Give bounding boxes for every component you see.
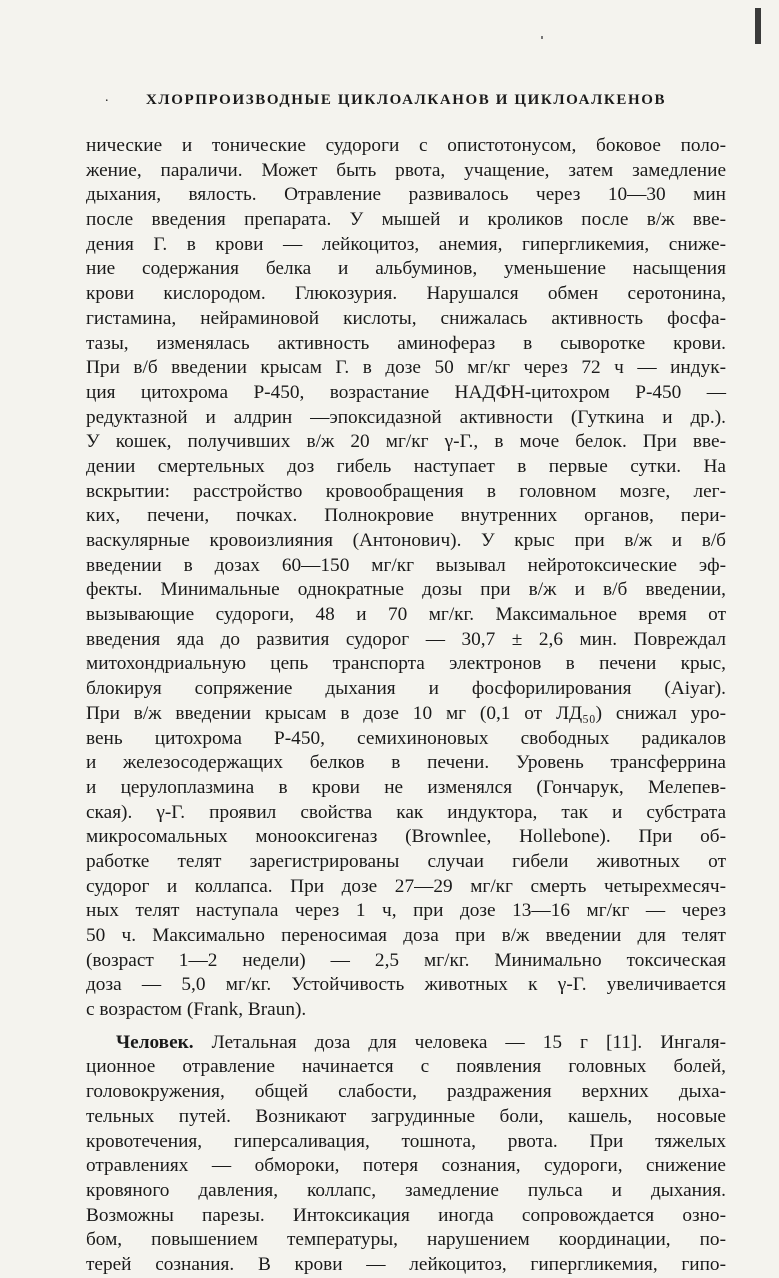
text-line: редуктазной и алдрин —эпоксидазной активности (Гуткина и др.). — [86, 406, 726, 428]
text-line: вызывающие судороги, 48 и 70 мг/кг. Максимальное время от — [86, 604, 726, 626]
text-line: терей сознания. В крови — лейкоцитоз, гипергликемия, гипо- — [86, 1253, 726, 1275]
text-line: нические и тонические судороги с опистотонусом, боковое поло- — [86, 135, 726, 156]
text-line: доза — 5,0 мг/кг. Устойчивость животных к γ-Г. увеличивается — [86, 974, 726, 996]
text-line: головокружения, общей слабости, раздражения верхних дыха- — [86, 1081, 726, 1103]
page-body — [86, 134, 726, 1278]
text-line: дыхания, вялость. Отравление развивалось через 10—30 мин — [86, 184, 726, 206]
section-label: Человек. — [116, 1031, 194, 1053]
text-line: васкулярные кровоизлияния (Антонович). У крыс при в/ж и в/б — [86, 530, 726, 551]
text-line: ние содержания белка и альбуминов, уменьшение насыщения — [86, 258, 726, 280]
text-line: вскрытии: расстройство кровообращения в головном мозге, лег- — [86, 480, 726, 502]
text-line: крови кислородом. Глюкозурия. Нарушался обмен серотонина, — [86, 283, 726, 305]
text-line: ская). γ-Г. проявил свойства как индуктора, так и субстрата — [86, 801, 726, 823]
text-line: ных телят наступала через 1 ч, при дозе 13—16 мг/кг — через — [86, 900, 726, 922]
text-line: 50 ч. Максимально переносимая доза при в/ж введении для телят — [86, 925, 726, 946]
text-line: вень цитохрома Р-450, семихиноновых свободных радикалов — [86, 727, 726, 749]
text-line: блокируя сопряжение дыхания и фосфорилирования (Aiyar). — [86, 678, 726, 700]
text-line: Возможны парезы. Интоксикация иногда сопровождается озно- — [86, 1204, 726, 1226]
text-line: При в/б введении крысам Г. в дозе 50 мг/кг через 72 ч — индук- — [86, 357, 726, 379]
text-line: (возраст 1—2 недели) — 2,5 мг/кг. Минимально токсическая — [86, 949, 726, 971]
text-line: ционное отравление начинается с появления головных болей, — [86, 1056, 726, 1078]
text-line: и церулоплазмина в крови не изменялся (Гончарук, Мелепев- — [86, 776, 726, 798]
text-line: У кошек, получивших в/ж 20 мг/кг γ-Г., в моче белок. При вве- — [86, 431, 726, 453]
paragraph-animals — [86, 134, 726, 1023]
text-line: дении смертельных доз гибель наступает в первые сутки. На — [86, 455, 726, 477]
text-line: ких, печени, почках. Полнокровие внутренних органов, пери- — [86, 505, 726, 527]
section-first-line: Летальная доза для человека — 15 г [11]. Ингаля- — [211, 1031, 726, 1053]
text-line: введении в дозах 60—150 мг/кг вызывал нейротоксические эф- — [86, 554, 726, 576]
text-line: тельных путей. Возникают загрудинные боли, кашель, носовые — [86, 1105, 726, 1127]
text-line: отравлениях — обмороки, потеря сознания, судороги, снижение — [86, 1155, 726, 1177]
running-head: ХЛОРПРОИЗВОДНЫЕ ЦИКЛОАЛКАНОВ И ЦИКЛОАЛКЕНОВ — [146, 92, 667, 108]
text-line: кровотечения, гиперсаливация, тошнота, рвота. При тяжелых — [86, 1130, 726, 1152]
text-line — [86, 1031, 726, 1056]
text-line: дения Г. в крови — лейкоцитоз, анемия, гипергликемия, сниже- — [86, 233, 726, 255]
text-line: митохондриальную цепь транспорта электронов в печени крыс, — [86, 653, 726, 675]
text-line: работке телят зарегистрированы случаи гибели животных от — [86, 850, 726, 872]
text-line: тазы, изменялась активность аминофераз в сыворотке крови. — [86, 332, 726, 354]
text-line: и железосодержащих белков в печени. Уровень трансферрина — [86, 752, 726, 774]
text-line: после введения препарата. У мышей и кроликов после в/ж вве- — [86, 209, 726, 231]
text-line: микросомальных монооксигеназ (Brownlee, Hollebone). При об- — [86, 826, 726, 848]
text-line: бом, повышением температуры, нарушением координации, по- — [86, 1229, 726, 1251]
text-line: введения яда до развития судорог — 30,7 ± 2,6 мин. Повреждал — [86, 628, 726, 650]
text-line: кровяного давления, коллапс, замедление пульса и дыхания. — [86, 1179, 726, 1201]
text-line: судорог и коллапса. При дозе 27—29 мг/кг смерть четырехмесяч- — [86, 875, 726, 897]
text-line: жение, параличи. Может быть рвота, учащение, затем замедление — [86, 159, 726, 181]
scan-corner-mark — [755, 8, 761, 44]
running-head-mark: . — [105, 90, 109, 105]
text-line: При в/ж введении крысам в дозе 10 мг (0,1 от ЛД₅₀) снижал уро- — [86, 702, 726, 724]
paragraph-human — [86, 1031, 726, 1278]
text-line: с возрастом (Frank, Braun). — [86, 999, 307, 1021]
text-line: гистамина, нейраминовой кислоты, снижалась активность фосфа- — [86, 307, 726, 329]
text-line: ция цитохрома Р-450, возрастание НАДФН-цитохром Р-450 — — [86, 381, 726, 403]
scan-speck — [541, 36, 543, 39]
text-line: фекты. Минимальные однократные дозы при в/ж и в/б введении, — [86, 579, 726, 601]
